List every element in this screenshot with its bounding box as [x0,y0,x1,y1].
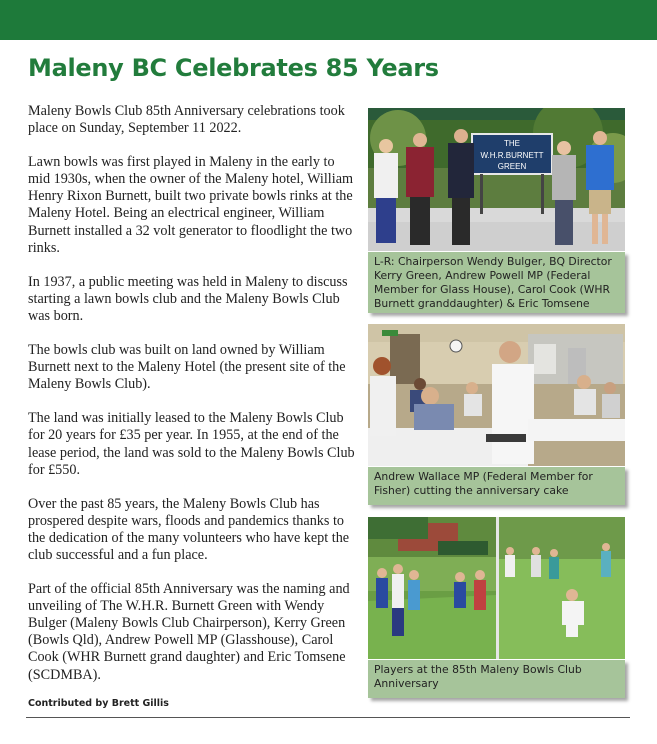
page-title: Maleny BC Celebrates 85 Years [28,54,439,82]
sign-line-1: THE [504,139,520,148]
paragraph-6: Over the past 85 years, the Maleny Bowls Club has prospered despite wars, floods and pandemics thanks to the dedication of the many volunteers who have kept the club successful and a fun place. [28,495,350,563]
paragraph-5: The land was initially leased to the Maleny Bowls Club for 20 years for £35 per year. In 1955, at the end of the lease period, the land was sold to the Maleny Bowls Club for £550. [28,410,355,478]
photo-players [368,517,625,659]
photo-green-naming [368,108,625,251]
bottom-divider [26,717,630,718]
paragraph-1: Maleny Bowls Club 85th Anniversary celebrations took place on Sunday, September 11 2022. [28,103,345,137]
paragraph-2: Lawn bowls was first played in Maleny in the early to mid 1930s, when the owner of the Maleny hotel, William Henry Rixon Burnett, built two private bowls rinks at the Maleny Hotel. Being an electrical engineer, William Burnett installed a 32 volt generator to floodlight the two rinks. [28,154,354,256]
article-credit: Contributed by Brett Gillis [28,697,169,709]
paragraph-7: Part of the official 85th Anniversary was the naming and unveiling of The W.H.R. Burnett Green with Wendy Bulger (Maleny Bowls Club Chairperson), Kerry Green (Bowls Qld), Andrew Powell MP (Glasshouse), Carol Cook (WHR Burnett grand daughter) and Eric Tomsene (SCDMBA). [28,581,350,683]
caption-photo-2: Andrew Wallace MP (Federal Member for Fisher) cutting the anniversary cake [368,467,625,505]
sign-line-2: W.H.R.BURNETT [480,151,544,160]
sign-line-3: GREEN [497,162,527,171]
photo-cake-cutting [368,324,625,466]
paragraph-4: The bowls club was built on land owned by William Burnett next to the Maleny Hotel (the present site of the Maleny Bowls Club). [28,342,346,393]
article-body [28,103,358,729]
paragraph-3: In 1937, a public meeting was held in Maleny to discuss starting a lawn bowls club and the Maleny Bowls Club was born. [28,273,348,324]
caption-photo-1: L-R: Chairperson Wendy Bulger, BQ Director Kerry Green, Andrew Powell MP (Federal Member for Glass House), Carol Cook (WHR Burnett granddaughter) & Eric Tomsene [368,252,625,313]
caption-photo-3: Players at the 85th Maleny Bowls Club Anniversary [368,660,625,698]
header-bar [0,0,657,40]
